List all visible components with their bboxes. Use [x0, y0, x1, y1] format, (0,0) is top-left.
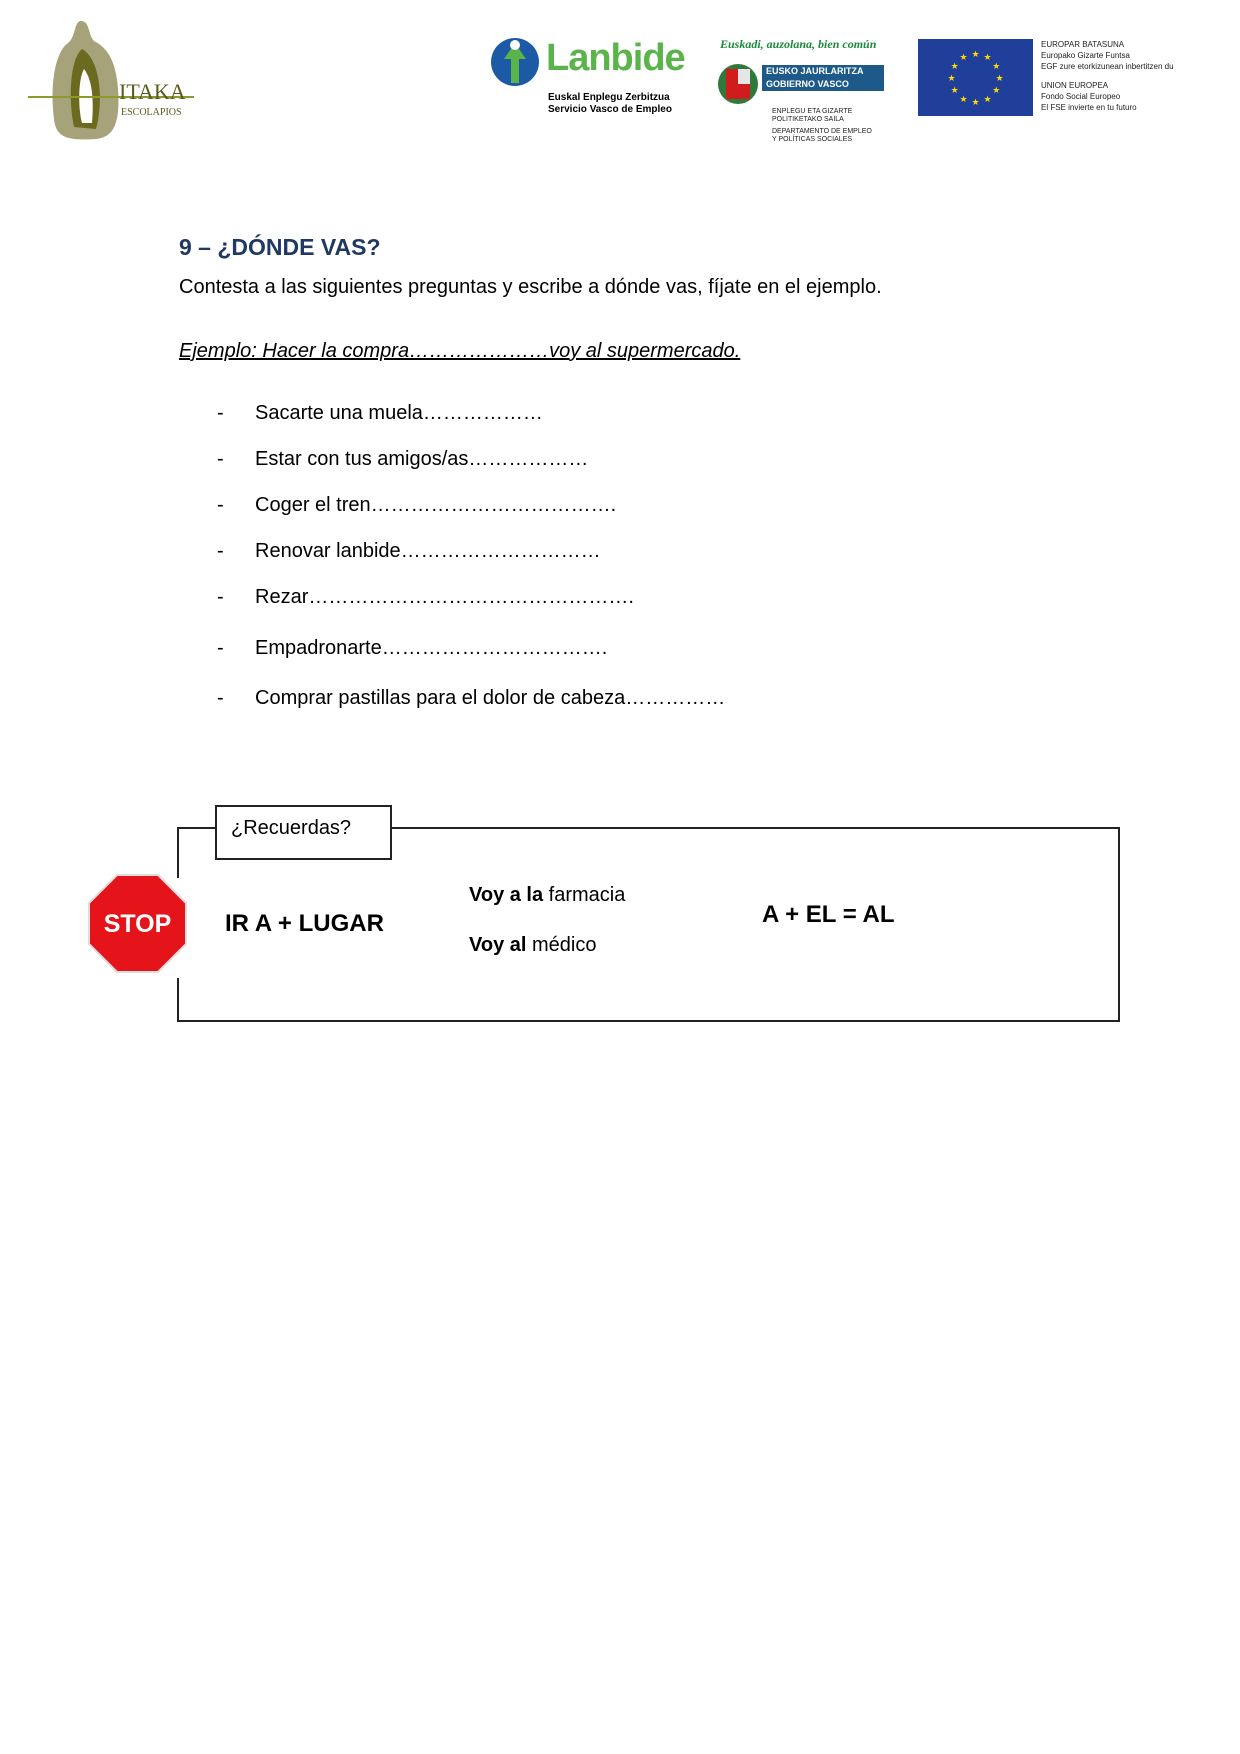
example-rest: farmacia [543, 884, 626, 906]
bullet-dash: - [217, 586, 224, 608]
example-medico [469, 934, 596, 957]
itaka-figure-icon [46, 19, 126, 143]
itaka-sub: ESCOLAPIOS [121, 107, 182, 118]
list-item: Coger el tren………………………………. [255, 494, 617, 516]
example-bold: Voy al [469, 934, 527, 956]
example-farmacia [469, 884, 625, 907]
lanbide-person-icon [490, 37, 540, 87]
instruction: Contesta a las siguientes preguntas y escribe a dónde vas, fíjate en el ejemplo. [179, 276, 882, 298]
lanbide-line1: Euskal Enplegu Zerbitzua [548, 92, 670, 103]
eu-star-icon: ★ [950, 61, 959, 71]
exercise-title: 9 – ¿DÓNDE VAS? [179, 234, 381, 260]
lanbide-name: Lanbide [546, 37, 685, 79]
bullet-dash: - [217, 540, 224, 562]
eu-star-icon: ★ [983, 93, 992, 104]
bullet-dash: - [217, 637, 224, 659]
eu-star-icon: ★ [983, 52, 992, 63]
gov-line: EUSKO JAURLARITZA [766, 66, 864, 76]
itaka-logo [28, 19, 198, 143]
list-item: Renovar lanbide………………………… [255, 540, 601, 562]
eu-star-icon: ★ [995, 73, 1004, 83]
eu-star-icon: ★ [947, 73, 956, 83]
stop-label: STOP [103, 910, 172, 938]
eu-star-icon: ★ [992, 85, 1001, 95]
coat-of-arms-icon [718, 61, 758, 107]
list-item: Empadronarte……………………………. [255, 637, 608, 659]
reminder-tab: ¿Recuerdas? [215, 805, 392, 860]
example: Ejemplo: Hacer la compra…………………voy al supermercado. [179, 340, 741, 362]
bullet-dash: - [217, 494, 224, 516]
eu-logo [918, 39, 1188, 117]
lanbide-line2: Servicio Vasco de Empleo [548, 104, 672, 115]
bullet-dash: - [217, 402, 224, 424]
example-rest: médico [526, 934, 597, 956]
stop-sign-icon [88, 874, 187, 973]
bullet-dash: - [217, 448, 224, 470]
eu-star-icon: ★ [971, 97, 980, 107]
gov-banner [762, 65, 884, 91]
eu-flag-icon [918, 39, 1033, 116]
eu-star-icon: ★ [971, 49, 980, 59]
rule-text: IR A + LUGAR [225, 910, 384, 937]
department-text: ENPLEGU ETA GIZARTE POLITIKETAKO SAILA DEPARTAMENTO DE EMPLEO Y POLÍTICAS SOCIALES [772, 108, 872, 143]
eu-star-icon: ★ [992, 61, 1001, 71]
list-item: Comprar pastillas para el dolor de cabeza…………… [255, 687, 726, 709]
eu-star-icon: ★ [959, 93, 968, 104]
eu-star-icon: ★ [950, 85, 959, 95]
gov-line: GOBIERNO VASCO [766, 79, 849, 89]
bullet-dash: - [217, 687, 224, 709]
eu-star-icon: ★ [959, 52, 968, 63]
list-item: Estar con tus amigos/as……………… [255, 448, 589, 470]
eu-text: EUROPAR BATASUNA Europako Gizarte Funtsa EGF zure etorkizunean inbertitzen du UNION EUROPEA Fondo Social Europeo El FSE invierte en tu futuro [1041, 40, 1174, 112]
list-item: Sacarte una muela……………… [255, 402, 543, 424]
contraction-rule: A + EL = AL [762, 901, 895, 928]
list-item: Rezar…………………………………………. [255, 586, 634, 608]
example-bold: Voy a la [469, 884, 544, 906]
basque-government-logo [718, 37, 893, 143]
lanbide-logo [490, 37, 686, 117]
euskadi-motto: Euskadi, auzolana, bien común [720, 37, 877, 51]
itaka-name: ITAKA [119, 79, 186, 104]
